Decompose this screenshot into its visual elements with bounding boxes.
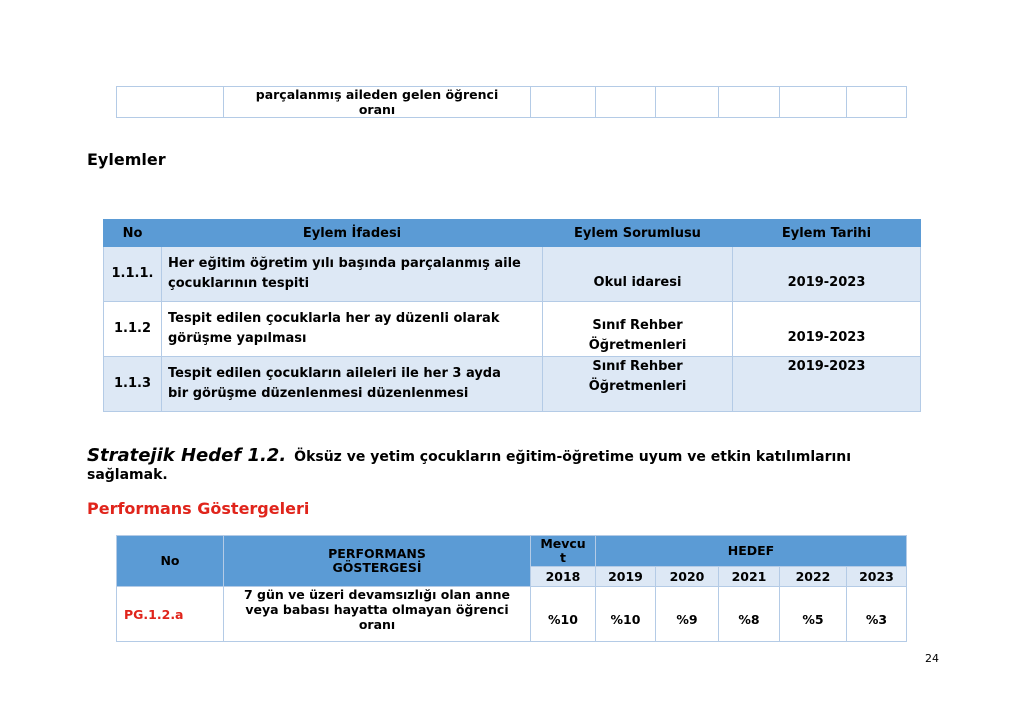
row-ifade-line2: görüşme yapılması — [168, 331, 307, 346]
row-tarih: 2019-2023 — [733, 357, 921, 412]
header-hedef: HEDEF — [596, 536, 907, 567]
row-ifade-line1: Tespit edilen çocukların aileleri ile her 3 ayda — [168, 366, 501, 381]
row-sorumlu — [543, 247, 733, 302]
value-cell: %10 — [531, 587, 596, 642]
header-eylem-ifadesi: Eylem İfadesi — [162, 220, 543, 247]
row-no: 1.1.2 — [104, 302, 162, 357]
row-sorumlu — [543, 302, 733, 357]
value-cell: %8 — [719, 587, 780, 642]
header-mevcut-line2: t — [560, 550, 566, 565]
eylemler-table — [103, 219, 921, 412]
indicator-text-cell — [224, 87, 531, 118]
row-sorumlu — [543, 357, 733, 412]
header-gosterge — [224, 536, 531, 587]
indicator-text-line1: 7 gün ve üzeri devamsızlığı olan anne — [243, 587, 511, 602]
table-row — [104, 302, 921, 357]
indicator-text-line1: parçalanmış aileden gelen öğrenci — [255, 87, 499, 102]
value-cell: %3 — [847, 587, 907, 642]
row-ifade-line2: çocuklarının tespiti — [168, 276, 310, 291]
eylemler-heading: Eylemler — [87, 150, 166, 169]
header-mevcut — [531, 536, 596, 567]
stratejik-hedef — [87, 447, 907, 484]
performans-table — [116, 535, 907, 642]
indicator-text-line2: oranı — [358, 102, 396, 117]
header-gosterge-line1: PERFORMANS — [328, 546, 426, 561]
row-no: 1.1.1. — [104, 247, 162, 302]
header-eylem-sorumlusu: Eylem Sorumlusu — [543, 220, 733, 247]
header-gosterge-line2: GÖSTERGESİ — [332, 560, 422, 575]
row-sorumlu-line1: Sınıf Rehber — [592, 318, 683, 333]
value-cell: %5 — [780, 587, 847, 642]
year-cell: 2022 — [780, 567, 847, 587]
row-tarih: 2019-2023 — [733, 302, 921, 357]
row-no: 1.1.3 — [104, 357, 162, 412]
table-row — [117, 587, 907, 642]
row-ifade — [162, 357, 543, 412]
value-cell: %9 — [656, 587, 719, 642]
previous-indicator-table — [116, 86, 907, 118]
year-cell: 2018 — [531, 567, 596, 587]
row-sorumlu-line1: Okul idaresi — [593, 275, 682, 290]
value-cell: %10 — [596, 587, 656, 642]
header-mevcut-line1: Mevcu — [540, 536, 586, 551]
row-ifade — [162, 302, 543, 357]
table-row — [104, 247, 921, 302]
row-sorumlu-line2: Öğretmenleri — [588, 338, 687, 353]
stratejik-hedef-text-line1: Öksüz ve yetim çocukların eğitim-öğretime uyum ve etkin katılımlarını — [294, 449, 852, 465]
row-sorumlu-line1: Sınıf Rehber — [592, 359, 683, 374]
year-cell: 2020 — [656, 567, 719, 587]
row-ifade-line2: bir görüşme düzenlenmesi düzenlenmesi — [168, 386, 469, 401]
performans-heading: Performans Göstergeleri — [87, 499, 310, 518]
stratejik-hedef-label: Stratejik Hedef 1.2. — [87, 445, 287, 466]
year-cell: 2021 — [719, 567, 780, 587]
indicator-text — [224, 587, 531, 642]
indicator-text-line2: veya babası hayatta olmayan öğrenci — [245, 602, 509, 617]
stratejik-hedef-text-line2: sağlamak. — [87, 467, 168, 483]
indicator-code: PG.1.2.a — [117, 587, 224, 642]
year-cell: 2019 — [596, 567, 656, 587]
row-tarih: 2019-2023 — [733, 247, 921, 302]
header-eylem-tarihi: Eylem Tarihi — [733, 220, 921, 247]
row-ifade-line1: Tespit edilen çocuklarla her ay düzenli olarak — [168, 311, 500, 326]
indicator-text-line3: oranı — [358, 617, 396, 632]
table-header-row — [104, 220, 921, 247]
table-header-row — [117, 536, 907, 567]
year-cell: 2023 — [847, 567, 907, 587]
header-no: No — [104, 220, 162, 247]
table-row — [104, 357, 921, 412]
page-number: 24 — [925, 652, 939, 665]
header-no: No — [117, 536, 224, 587]
row-sorumlu-line2: Öğretmenleri — [588, 379, 687, 394]
row-ifade-line1: Her eğitim öğretim yılı başında parçalanmış aile — [168, 256, 521, 271]
row-ifade — [162, 247, 543, 302]
